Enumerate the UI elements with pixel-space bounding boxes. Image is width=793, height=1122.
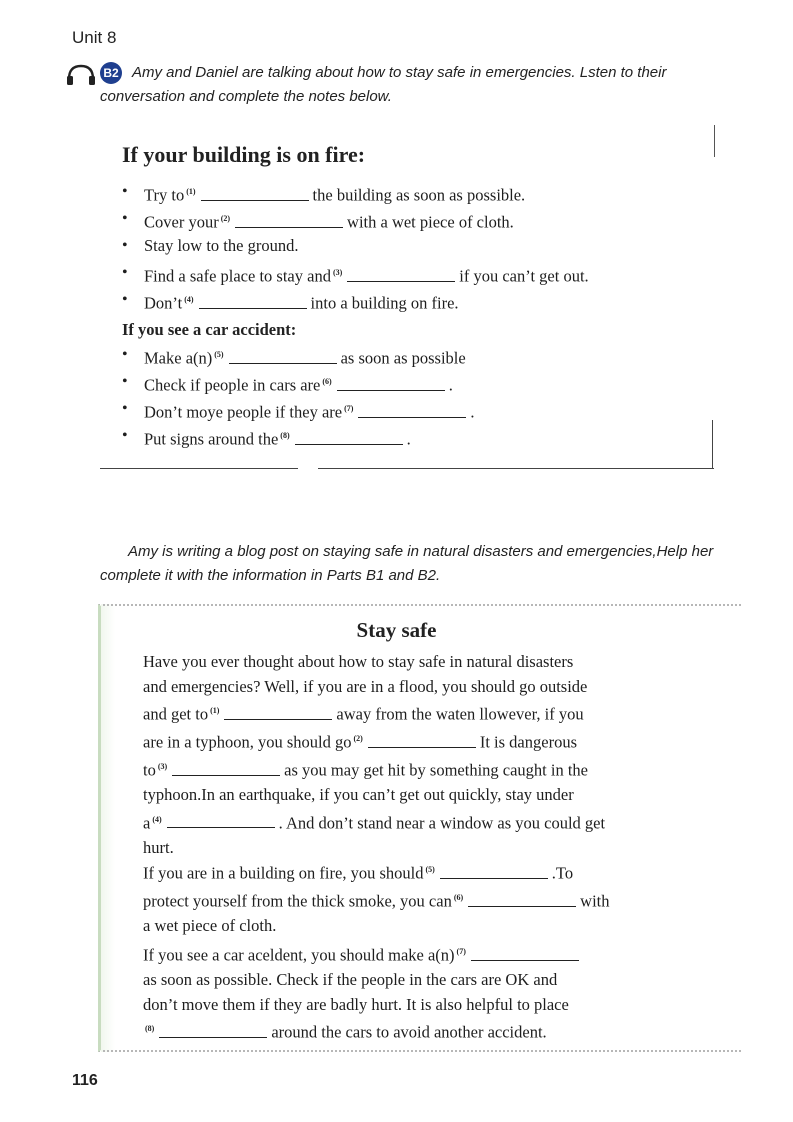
page-number: 116 [72, 1072, 98, 1089]
item-text: as soon as possible [340, 348, 466, 368]
blank-number: (1) [210, 706, 220, 715]
answer-blank[interactable] [295, 428, 403, 445]
margin-mark [714, 125, 715, 157]
text-line: typhoon.In an earthquake, if you can’t get out quickly, stay under [143, 785, 574, 804]
blank-number: (7) [456, 947, 466, 956]
blank-number: (4) [184, 295, 194, 304]
item-text: Check if people in cars are [144, 375, 321, 395]
instruction-line-2: conversation and complete the notes below. [100, 88, 392, 105]
blank-number: (4) [152, 814, 162, 824]
answer-blank[interactable] [167, 811, 275, 828]
car-heading: If you see a car accident: [122, 320, 297, 339]
item-text: Don’t [144, 293, 183, 313]
line-text: to [143, 760, 156, 780]
line-text: If you see a car aceldent, you should make a(n) [143, 945, 455, 965]
text-line [143, 940, 693, 968]
item-text: Try to [144, 185, 185, 205]
item-text: into a building on fire. [310, 293, 459, 313]
headphones-icon [66, 63, 96, 85]
text-line: as soon as possible. Check if the people in the cars are OK and [143, 970, 558, 989]
list-item [118, 395, 718, 422]
answer-blank[interactable] [368, 731, 476, 748]
line-text: It is dangerous [479, 732, 577, 752]
list-item [118, 178, 718, 205]
text-line [143, 808, 693, 836]
answer-blank[interactable] [468, 890, 576, 907]
blank-number: (5) [214, 350, 224, 359]
blog-title: Stay safe [356, 618, 437, 642]
text-line [143, 755, 693, 783]
text-line [143, 727, 693, 755]
item-text: the building as soon as possible. [312, 185, 526, 205]
list-item [118, 341, 718, 368]
text-line [143, 858, 693, 886]
blank-number: (5) [425, 865, 435, 874]
line-text: a [143, 813, 151, 832]
text-line: hurt. [143, 837, 174, 857]
blog-paragraph-3 [143, 940, 693, 1045]
item-text: Make a(n) [144, 348, 213, 368]
blog-paragraph-2 [143, 858, 693, 939]
text-line [143, 886, 693, 914]
line-text: If you are in a building on fire, you should [143, 863, 424, 883]
section-badge: B2 [100, 62, 122, 84]
fire-notes-list [118, 178, 718, 313]
list-item [118, 422, 718, 449]
answer-blank[interactable] [172, 759, 280, 776]
item-text: . [470, 402, 475, 422]
line-text: protect yourself from the thick smoke, you can [143, 891, 452, 911]
answer-blank[interactable] [201, 184, 309, 201]
instruction-line-1: Amy and Daniel are talking about how to stay safe in emergencies. Lsten to their [132, 64, 667, 81]
divider-line [318, 468, 714, 469]
answer-blank[interactable] [235, 211, 343, 228]
line-text: .To [551, 863, 574, 883]
answer-blank[interactable] [229, 347, 337, 364]
line-text: away from the waten llowever, if you [336, 704, 584, 724]
answer-blank[interactable] [159, 1021, 267, 1038]
blank-number: (1) [186, 187, 196, 196]
answer-blank[interactable] [358, 401, 466, 418]
blank-number: (8) [280, 431, 290, 440]
answer-blank[interactable] [337, 374, 445, 391]
item-text: . [406, 429, 411, 449]
list-item [118, 205, 718, 232]
item-text: Cover your [144, 212, 219, 232]
item-text: if you can’t get out. [459, 266, 589, 286]
blank-number: (3) [157, 762, 168, 771]
blog-paragraph-1 [143, 650, 693, 860]
line-text: . And don’t stand near a window as you could get [278, 813, 606, 832]
text-line [143, 699, 693, 727]
divider-line [712, 420, 713, 468]
blog-instruction: Amy is writing a blog post on staying safe in natural disasters and emergencies,Help her complete it with the information in Parts B1 and B2. [100, 543, 714, 584]
line-text: are in a typhoon, you should go [143, 732, 352, 752]
line-text: around the cars to avoid another accident. [271, 1022, 547, 1042]
text-line: and emergencies? Well, if you are in a flood, you should go outside [143, 676, 588, 696]
blank-number: (6) [453, 893, 464, 902]
answer-blank[interactable] [471, 944, 579, 961]
answer-blank[interactable] [224, 703, 332, 720]
text-line: don’t move them if they are badly hurt. It is also helpful to place [143, 994, 569, 1014]
blank-number: (6) [322, 377, 332, 386]
fire-heading: If your building is on fire: [122, 142, 366, 167]
blank-number: (2) [220, 214, 231, 223]
item-text: Find a safe place to stay and [144, 266, 331, 286]
item-text: Put signs around the [144, 429, 279, 449]
blank-number: (2) [353, 734, 363, 743]
unit-label: Unit 8 [72, 28, 117, 47]
line-text: as you may get hit by something caught in the [284, 760, 588, 780]
text-line: a wet piece of cloth. [143, 916, 277, 935]
text-line [143, 1017, 693, 1045]
item-text: with a wet piece of cloth. [347, 212, 514, 232]
item-text: . [448, 375, 453, 395]
list-item [118, 286, 718, 313]
blank-number: (7) [344, 404, 354, 413]
line-text: and get to [143, 704, 209, 724]
list-item [118, 232, 718, 259]
blank-number: (3) [332, 268, 343, 277]
list-item [118, 259, 718, 286]
line-text: with [580, 891, 610, 911]
answer-blank[interactable] [199, 292, 307, 309]
blank-number: (8) [145, 1024, 155, 1033]
divider-line [100, 468, 298, 469]
answer-blank[interactable] [347, 265, 455, 282]
item-text: Don’t moye people if they are [144, 402, 343, 422]
text-line: Have you ever thought about how to stay safe in natural disasters [143, 652, 574, 671]
item-text: Stay low to the ground. [144, 236, 299, 255]
list-item [118, 368, 718, 395]
answer-blank[interactable] [440, 862, 548, 879]
car-notes-list [118, 341, 718, 449]
